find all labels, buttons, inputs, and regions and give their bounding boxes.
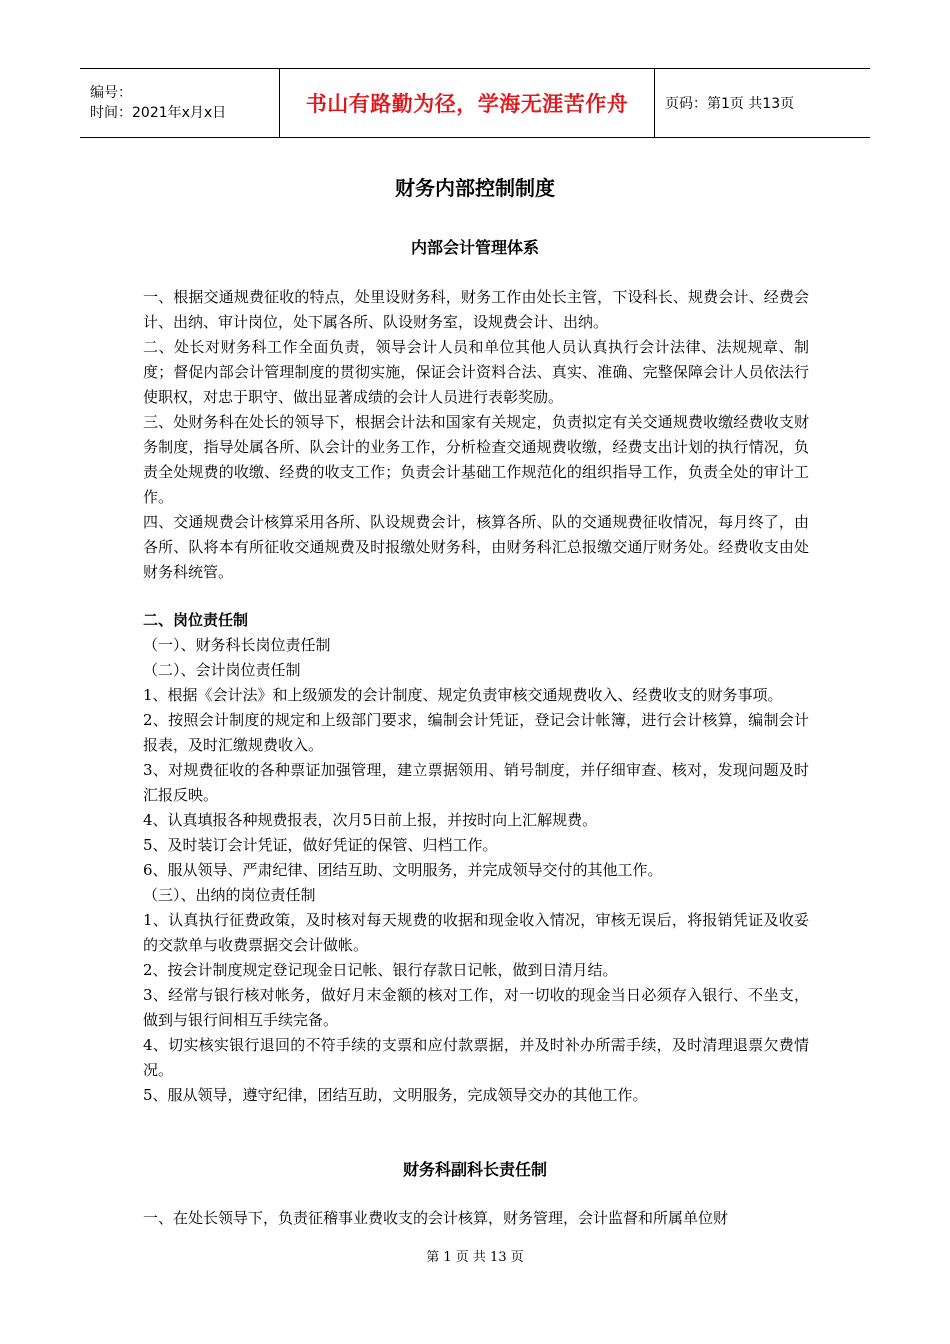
list-item: 3、对规费征收的各种票证加强管理，建立票据领用、销号制度，并仔细审查、核对，发现问题及时汇报反映。 <box>143 761 809 804</box>
header-left-cell <box>80 69 280 137</box>
list-item: 4、切实核实银行退回的不符手续的支票和应付款票据，并及时补办所需手续，及时清理退票欠费情况。 <box>143 1036 809 1079</box>
list-item: （二）、会计岗位责任制 <box>143 661 301 679</box>
document-time-label: 时间：2021年x月x日 <box>90 105 227 121</box>
section1-body <box>143 285 809 585</box>
section2-body <box>143 608 809 1108</box>
section3-body <box>143 1206 809 1231</box>
list-item: 5、服从领导，遵守纪律，团结互助，文明服务，完成领导交办的其他工作。 <box>143 1086 648 1104</box>
section-title-accounting-system: 内部会计管理体系 <box>410 238 539 257</box>
list-item: 1、认真执行征费政策，及时核对每天规费的收据和现金收入情况，审核无误后，将报销凭证及收妥的交款单与收费票据交会计做帐。 <box>143 911 809 954</box>
header-page-cell <box>655 69 870 137</box>
header-motto-cell <box>280 69 655 137</box>
list-item: （三）、出纳的岗位责任制 <box>143 886 316 904</box>
section-heading-post-responsibility: 二、岗位责任制 <box>143 611 249 629</box>
list-item: 6、服从领导、严肃纪律、团结互助、文明服务，并完成领导交付的其他工作。 <box>143 861 663 879</box>
list-item: 4、认真填报各种规费报表，次月5日前上报，并按时向上汇解规费。 <box>143 811 598 829</box>
paragraph: 三、处财务科在处长的领导下，根据会计法和国家有关规定，负责拟定有关交通规费收缴经费收支财务制度，指导处属各所、队会计的业务工作，分析检查交通规费收缴，经费支出计划的执行情况，负责全处规费的收缴、经费的收支工作；负责会计基础工作规范化的组织指导工作，负责全处的审计工作。 <box>143 413 809 506</box>
header-motto: 书山有路勤为径，学海无涯苦作舟 <box>305 92 629 116</box>
list-item: （一）、财务科长岗位责任制 <box>143 636 331 654</box>
page-footer: 第 1 页 共 13 页 <box>426 1250 524 1265</box>
paragraph: 一、根据交通规费征收的特点，处里设财务科，财务工作由处长主管，下设科长、规费会计、经费会计、出纳、审计岗位，处下属各所、队设财务室，设规费会计、出纳。 <box>143 288 809 331</box>
paragraph: 四、交通规费会计核算采用各所、队设规费会计，核算各所、队的交通规费征收情况，每月终了，由各所、队将本有所征收交通规费及时报缴处财务科，由财务科汇总报缴交通厅财务处。经费收支由处财务科统管。 <box>143 513 809 581</box>
header-page-label: 页码：第1页 共13页 <box>665 96 795 112</box>
list-item: 1、根据《会计法》和上级颁发的会计制度、规定负责审核交通规费收入、经费收支的财务事项。 <box>143 686 783 704</box>
document-number-label: 编号： <box>90 85 132 101</box>
list-item: 3、经常与银行核对帐务，做好月末金额的核对工作，对一切收的现金当日必须存入银行、不坐支，做到与银行间相互手续完备。 <box>143 986 809 1029</box>
document-title: 财务内部控制制度 <box>395 176 555 200</box>
section-title-deputy-chief: 财务科副科长责任制 <box>402 1160 547 1179</box>
list-item: 5、及时装订会计凭证，做好凭证的保管、归档工作。 <box>143 836 498 854</box>
list-item: 2、按照会计制度的规定和上级部门要求，编制会计凭证，登记会计帐簿，进行会计核算，编制会计报表，及时汇缴规费收入。 <box>143 711 809 754</box>
paragraph: 二、处长对财务科工作全面负责，领导会计人员和单位其他人员认真执行会计法律、法规规章、制度；督促内部会计管理制度的贯彻实施，保证会计资料合法、真实、准确、完整保障会计人员依法行使职权，对忠于职守、做出显著成绩的会计人员进行表彰奖励。 <box>143 338 809 406</box>
list-item: 2、按会计制度规定登记现金日记帐、银行存款日记帐，做到日清月结。 <box>143 961 618 979</box>
header-table <box>80 68 870 138</box>
paragraph: 一、在处长领导下，负责征稽事业费收支的会计核算，财务管理，会计监督和所属单位财 <box>143 1209 729 1227</box>
